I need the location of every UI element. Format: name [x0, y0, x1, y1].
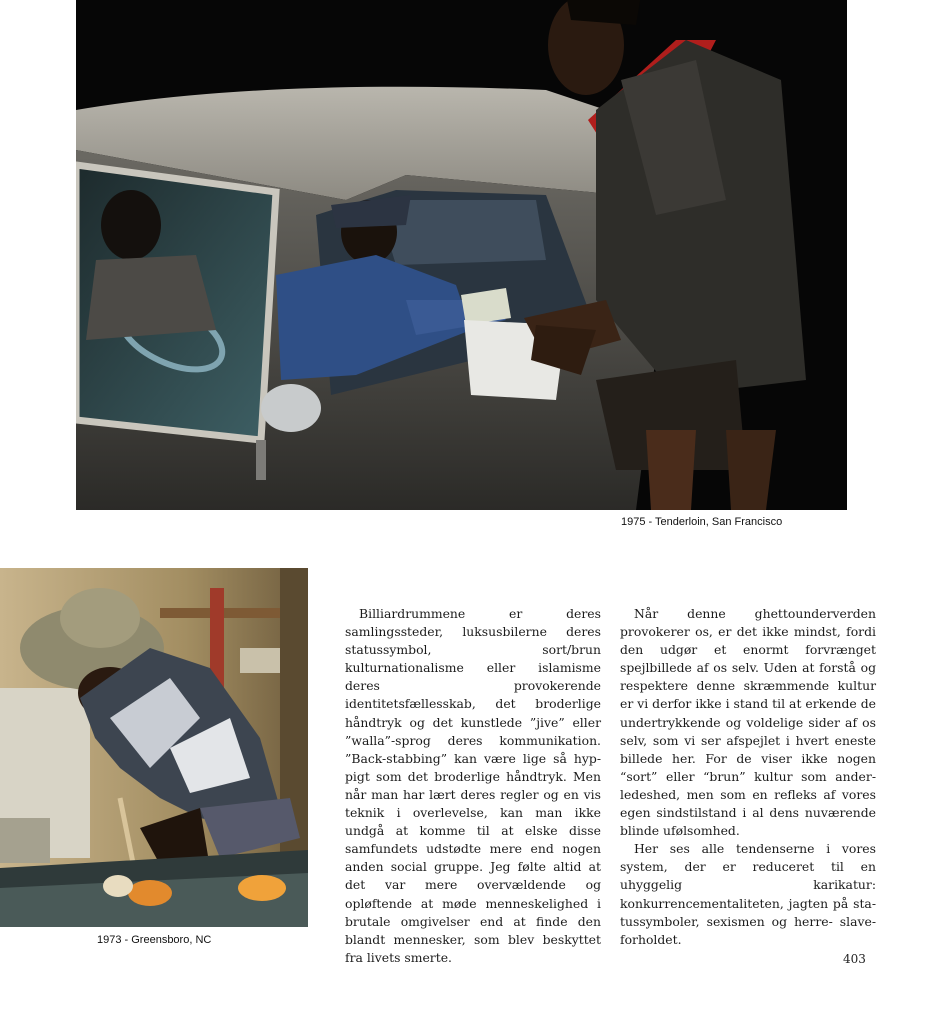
paragraph: Her ses alle tendenserne i vores system, der er reduceret til en uhyggelig karikatur: konkurrencementaliteten, jagten på statussymboler, sexismen og herre- slaveforholdet. [620, 841, 876, 947]
photo-greensboro [0, 568, 308, 927]
photo-greensboro-image [0, 568, 308, 927]
page-number: 403 [843, 952, 866, 966]
paragraph: Når denne ghettounderverden provokerer os, er det ikke mindst, fordi den udgør et enormt forvrænget spejlbillede af os selv. Uden at forstå og respektere denne skræmmende kultur er vi derfor ikke i stand til at erkende de undertrykkende og voldelige sider af os selv, som vi ser afspejlet i hvert eneste billede her. For de viser ikke nogen “sort” eller “brun” kultur som anderledeshed, men som en refleks af vores egen sindstilstand i al dens nuværende blinde ufølsomhed. [620, 606, 876, 839]
paragraph: Billiardrummene er deres samlingssteder, luksusbilerne deres statussymbol, sort/brun kulturnationalisme eller islamisme deres provokerende identitetsfællesskab, det broderlige håndtryk og det kunstlede ”jive” eller ”walla”-sprog deres kommunikation. ”Back-stabbing” kan være lige så hyppigt som det broderlige håndtryk. Men når man har lært deres regler og en vis teknik i overlevelse, kan man ikke undgå at komme til at elske disse samfundets udstødte mere end nogen anden social gruppe. Jeg følte altid at det var mere overvældende og opløftende at møde menneskelighed i brutale omgivelser end at finde den blandt mennesker, som blev beskyttet fra livets smerte. [345, 606, 601, 965]
caption-tenderloin: 1975 - Tenderloin, San Francisco [621, 516, 783, 528]
photo-tenderloin-image [76, 0, 847, 510]
photo-tenderloin [76, 0, 847, 510]
body-column-1 [345, 605, 601, 967]
body-column-2 [620, 605, 876, 949]
caption-greensboro: 1973 - Greensboro, NC [97, 934, 212, 946]
